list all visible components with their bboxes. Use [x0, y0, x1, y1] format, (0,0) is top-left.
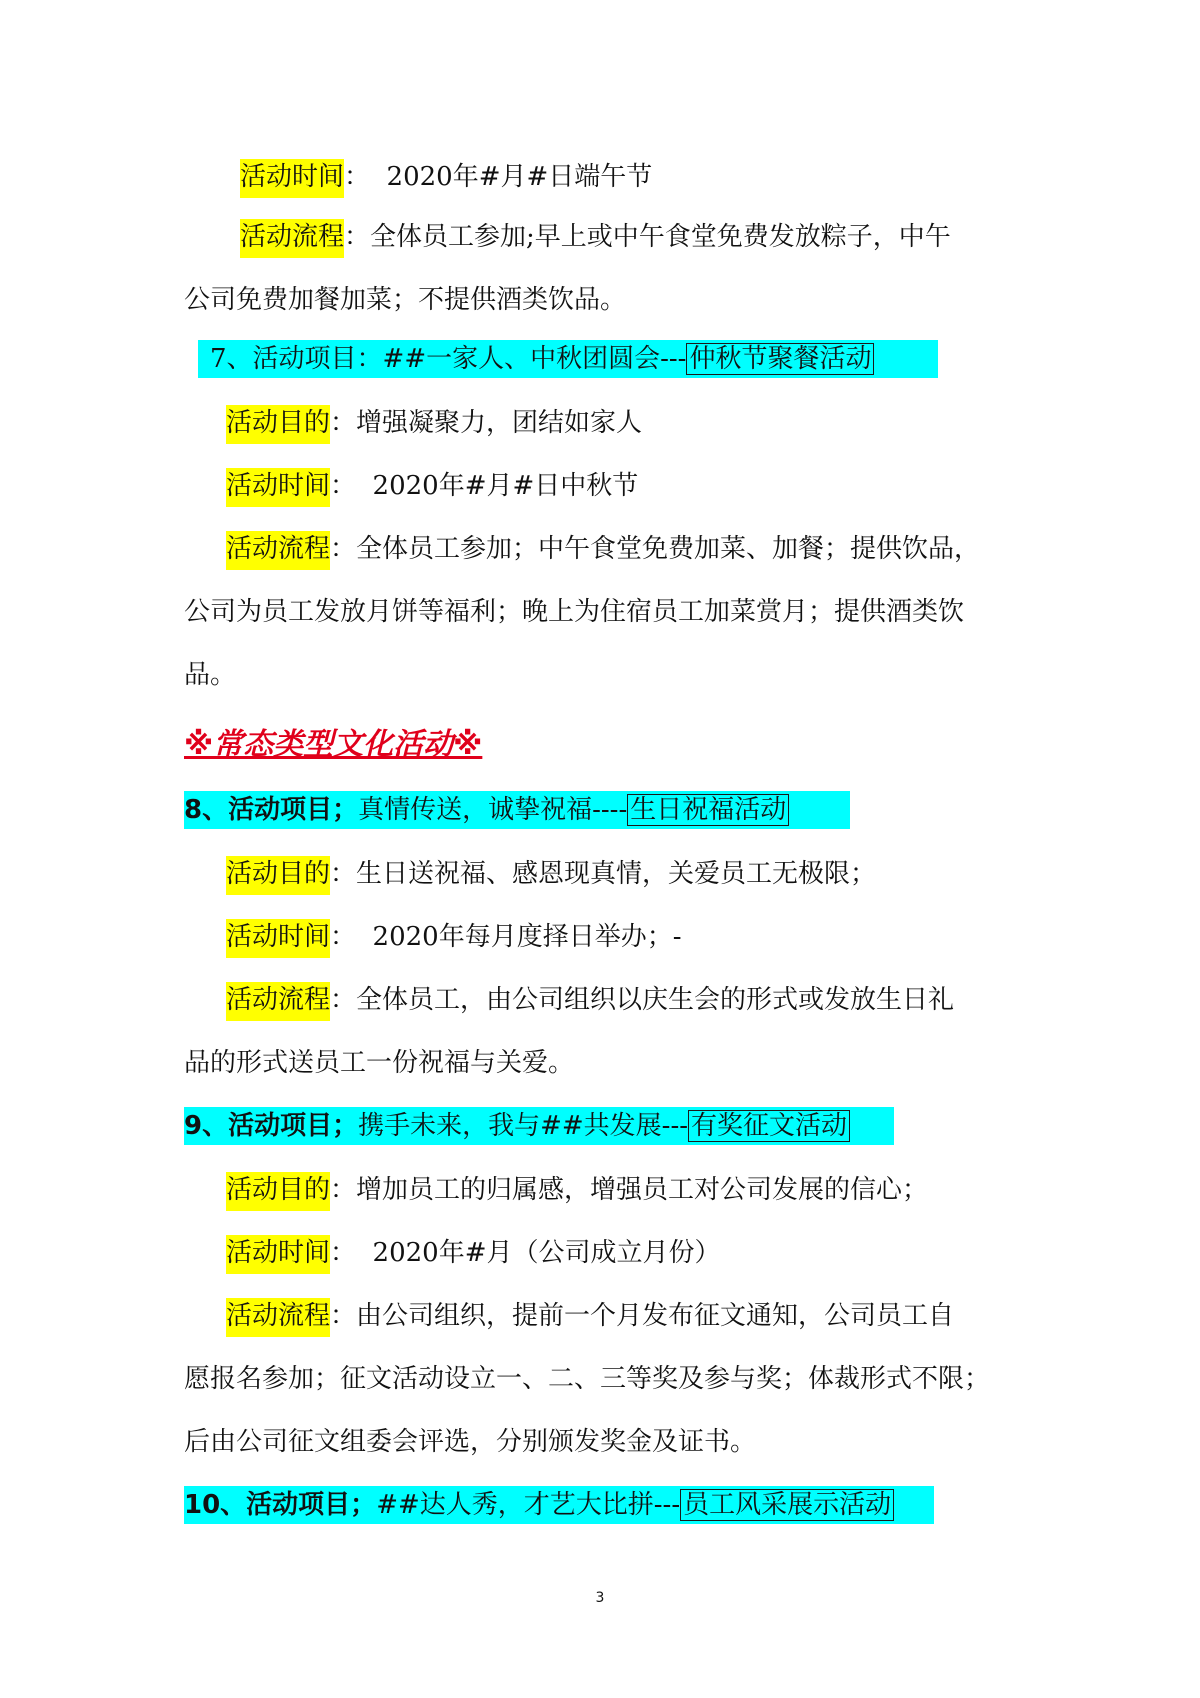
item8-goal-line [226, 855, 876, 893]
item9-heading [184, 1107, 894, 1145]
item10-heading [184, 1486, 934, 1524]
item9-boxed-title: 有奖征文活动 [688, 1110, 850, 1142]
item8-heading-bold: 8、活动项目； [184, 795, 359, 825]
item7-goal-line [226, 404, 642, 442]
page-number: 3 [595, 1590, 605, 1606]
item9-heading-bold: 9、活动项目； [184, 1111, 359, 1141]
item8-goal-label: 活动目的 [226, 856, 330, 895]
item9-flow-line3 [184, 1423, 756, 1461]
item7-goal-value: ：增强凝聚力，团结如家人 [330, 408, 643, 438]
item7-time-line: 活动时间： 2020年#月#日中秋节 [226, 467, 638, 505]
item7-flow-line1 [226, 530, 980, 568]
item8-flow-line2 [184, 1044, 574, 1082]
item10-boxed-title: 员工风采展示活动 [680, 1489, 894, 1521]
item9-heading-rest: 携手未来，我与##共发展--- [358, 1111, 689, 1141]
item7-flow-text1: ：全体员工参加；中午食堂免费加菜、加餐；提供饮品， [330, 534, 981, 564]
item6-flow-line1 [240, 218, 951, 256]
item9-time-line: 活动时间： 2020年#月（公司成立月份） [226, 1234, 721, 1272]
item9-time-label: 活动时间 [226, 1235, 330, 1274]
item9-flow-label: 活动流程 [226, 1298, 330, 1337]
item6-time-label: 活动时间 [240, 159, 344, 198]
item7-goal-label: 活动目的 [226, 405, 330, 444]
item8-time-line: 活动时间： 2020年每月度择日举办；- [226, 918, 682, 956]
item8-time-value: 2020年每月度择日举办；- [372, 922, 682, 952]
item8-flow-text1: ：全体员工，由公司组织以庆生会的形式或发放生日礼 [330, 985, 955, 1015]
item9-flow-text3: 后由公司征文组委会评选，分别颁发奖金及证书。 [184, 1427, 757, 1457]
item7-heading-text: 7、活动项目：##一家人、中秋团圆会--- [210, 344, 687, 374]
item7-heading [198, 340, 938, 378]
item6-flow-text2: 公司免费加餐加菜；不提供酒类饮品。 [184, 285, 627, 315]
item10-heading-rest: ##达人秀，才艺大比拼--- [376, 1490, 681, 1520]
item6-flow-line2 [184, 281, 626, 319]
item7-flow-label: 活动流程 [226, 531, 330, 570]
item7-time-value: 2020年#月#日中秋节 [372, 471, 639, 501]
item9-flow-line1 [226, 1297, 954, 1335]
item8-heading [184, 791, 850, 829]
item8-flow-line1 [226, 981, 954, 1019]
item7-flow-text2: 公司为员工发放月饼等福利；晚上为住宿员工加菜赏月；提供酒类饮 [184, 597, 965, 627]
item9-goal-value: ：增加员工的归属感，增强员工对公司发展的信心； [330, 1175, 929, 1205]
item9-flow-text1: ：由公司组织，提前一个月发布征文通知，公司员工自 [330, 1301, 955, 1331]
item9-time-value: 2020年#月（公司成立月份） [372, 1238, 721, 1268]
item7-flow-line3 [184, 656, 236, 694]
item9-flow-line2 [184, 1360, 990, 1398]
item7-flow-line2 [184, 593, 964, 631]
item7-flow-text3: 品。 [184, 660, 237, 690]
section-title: ※常态类型文化活动※ [184, 727, 483, 762]
item8-boxed-title: 生日祝福活动 [627, 794, 789, 826]
item6-time-value: 2020年#月#日端午节 [386, 162, 653, 192]
item7-boxed-title: 仲秋节聚餐活动 [686, 343, 874, 375]
item6-flow-label: 活动流程 [240, 219, 344, 258]
item8-time-label: 活动时间 [226, 919, 330, 958]
item8-goal-value: ：生日送祝福、感恩现真情，关爱员工无极限； [330, 859, 877, 889]
item8-flow-text2: 品的形式送员工一份祝福与关爱。 [184, 1048, 575, 1078]
item8-flow-label: 活动流程 [226, 982, 330, 1021]
item9-flow-text2: 愿报名参加；征文活动设立一、二、三等奖及参与奖；体裁形式不限； [184, 1364, 991, 1394]
item9-goal-line [226, 1171, 928, 1209]
item6-flow-text1: ：全体员工参加;早上或中午食堂免费发放粽子，中午 [344, 222, 951, 252]
item9-goal-label: 活动目的 [226, 1172, 330, 1211]
item8-heading-rest: 真情传送，诚挚祝福---- [358, 795, 628, 825]
item7-time-label: 活动时间 [226, 468, 330, 507]
item10-heading-bold: 10、活动项目； [184, 1490, 377, 1520]
item6-time-line: 活动时间： 2020年#月#日端午节 [240, 158, 652, 196]
